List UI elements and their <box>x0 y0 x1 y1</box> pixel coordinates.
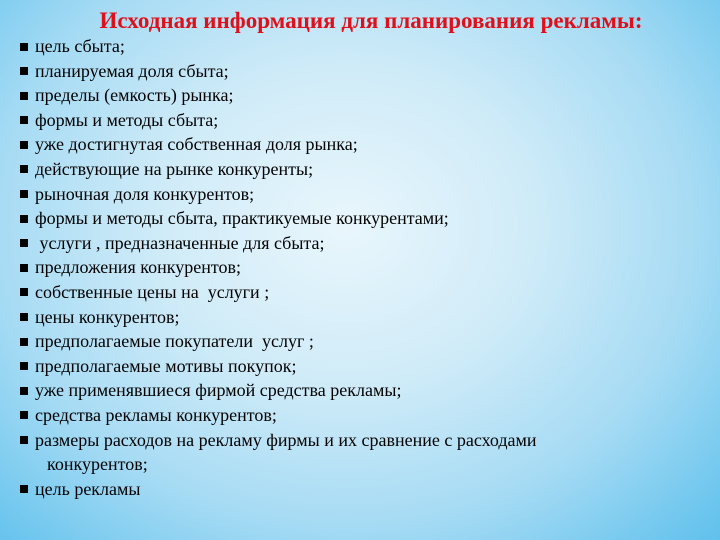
list-item-text: формы и методы сбыта, практикуемые конкурентами; <box>35 208 449 229</box>
list-item <box>20 329 710 354</box>
list-item-text: предложения конкурентов; <box>35 257 242 278</box>
list-item <box>20 477 710 502</box>
square-bullet-icon <box>20 411 28 419</box>
list-item <box>20 354 710 379</box>
square-bullet-icon <box>20 313 28 321</box>
square-bullet-icon <box>20 141 28 149</box>
square-bullet-icon <box>20 116 28 124</box>
square-bullet-icon <box>20 92 28 100</box>
list-item-text <box>33 428 710 477</box>
square-bullet-icon <box>20 264 28 272</box>
list-item-text: действующие на рынке конкуренты; <box>35 158 314 179</box>
list-item <box>20 182 710 207</box>
square-bullet-icon <box>20 338 28 346</box>
list-item-text: предполагаемые покупатели услуг ; <box>35 331 314 352</box>
square-bullet-icon <box>20 67 28 75</box>
list-item-text: планируемая доля сбыта; <box>35 60 229 81</box>
square-bullet-icon <box>20 362 28 370</box>
list-item-text: рыночная доля конкурентов; <box>35 183 255 204</box>
list-item <box>20 403 710 428</box>
list-item <box>20 34 710 59</box>
list-item <box>20 83 710 108</box>
bullet-list <box>20 34 710 501</box>
square-bullet-icon <box>20 485 28 493</box>
list-item-text: средства рекламы конкурентов; <box>35 404 277 425</box>
list-item-text-continuation: конкурентов; <box>47 454 148 475</box>
list-item-text: пределы (емкость) рынка; <box>35 85 234 106</box>
list-item <box>20 231 710 256</box>
list-item <box>20 59 710 84</box>
list-item-text: цель сбыта; <box>35 36 125 56</box>
list-item <box>20 378 710 403</box>
list-item <box>20 280 710 305</box>
slide-title-text: Исходная информация для планирования рекламы: <box>99 8 643 33</box>
list-item <box>20 305 710 330</box>
square-bullet-icon <box>20 43 28 51</box>
square-bullet-icon <box>20 436 28 444</box>
list-item-text: уже достигнутая собственная доля рынка; <box>35 134 358 155</box>
list-item-text: собственные цены на услуги ; <box>35 281 270 302</box>
list-item <box>20 108 710 133</box>
square-bullet-icon <box>20 288 28 296</box>
list-item-text: уже применявшиеся фирмой средства рекламы; <box>35 380 402 401</box>
square-bullet-icon <box>20 165 28 173</box>
list-item-text: услуги , предназначенные для сбыта; <box>35 232 325 253</box>
square-bullet-icon <box>20 239 28 247</box>
square-bullet-icon <box>20 387 28 395</box>
list-item <box>20 255 710 280</box>
list-item-text: предполагаемые мотивы покупок; <box>35 355 297 376</box>
list-item <box>20 157 710 182</box>
list-item-text: цель рекламы <box>35 478 141 499</box>
list-item <box>20 428 710 477</box>
slide-title <box>0 6 720 36</box>
list-item <box>20 206 710 231</box>
square-bullet-icon <box>20 215 28 223</box>
square-bullet-icon <box>20 190 28 198</box>
list-item <box>20 132 710 157</box>
list-item-text-line: размеры расходов на рекламу фирмы и их сравнение с расходами <box>35 429 537 450</box>
list-item-text: формы и методы сбыта; <box>35 109 219 130</box>
list-item-text: цены конкурентов; <box>35 306 180 327</box>
